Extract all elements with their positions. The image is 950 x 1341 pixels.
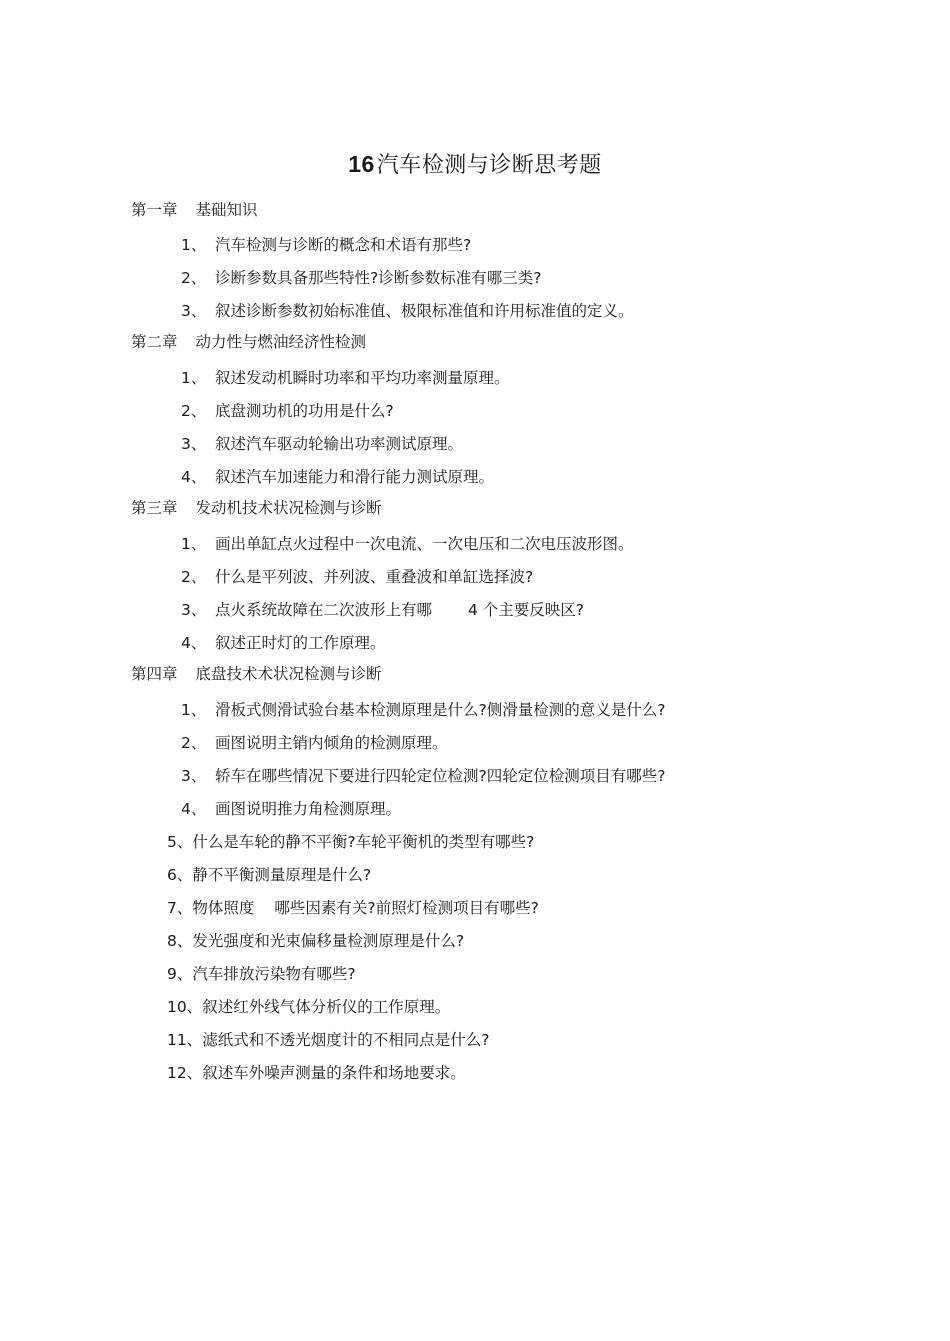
chapter-label: 第四章 (131, 665, 178, 683)
question-item: 10、叙述红外线气体分析仪的工作原理。 (167, 998, 451, 1016)
question-text: 画出单缸点火过程中一次电流、一次电压和二次电压波形图。 (215, 535, 634, 553)
chapter-name: 基础知识 (195, 201, 258, 219)
question-text-continued: 4 个主要反映区? (468, 601, 585, 619)
question-text: 画图说明主销内倾角的检测原理。 (215, 734, 448, 752)
question-text: 点火系统故障在二次波形上有哪 (215, 601, 433, 619)
question-number: 2、 (181, 402, 207, 420)
question-item (181, 633, 386, 653)
title-text: 汽车检测与诊断思考题 (376, 153, 602, 178)
chapter-name: 发动机技术状况检测与诊断 (195, 499, 382, 517)
question-text: 叙述汽车驱动轮输出功率测试原理。 (215, 435, 464, 453)
question-number: 3、 (181, 601, 207, 619)
question-item (181, 700, 665, 720)
question-item (181, 368, 510, 388)
question-text: 轿车在哪些情况下要进行四轮定位检测?四轮定位检测项目有哪些? (215, 767, 666, 785)
question-number: 3、 (181, 302, 207, 320)
question-text: 7、物体照度 (167, 899, 255, 917)
question-text: 什么是平列波、并列波、重叠波和单缸选择波? (215, 568, 534, 586)
question-item (181, 567, 533, 587)
chapter-name: 底盘技术术状况检测与诊断 (195, 665, 382, 683)
question-number: 4、 (181, 800, 207, 818)
question-text: 叙述发动机瞬时功率和平均功率测量原理。 (215, 369, 510, 387)
chapter-1-heading (131, 200, 258, 220)
question-text: 诊断参数具备那些特性?诊断参数标准有哪三类? (215, 269, 542, 287)
question-item (167, 898, 539, 918)
question-item (181, 301, 634, 321)
question-number: 2、 (181, 568, 207, 586)
question-item (181, 799, 401, 819)
chapter-3-heading (131, 498, 382, 518)
question-text: 叙述正时灯的工作原理。 (215, 634, 386, 652)
title-number: 16 (348, 151, 375, 177)
question-text: 画图说明推力角检测原理。 (215, 800, 402, 818)
chapter-name: 动力性与燃油经济性检测 (195, 333, 367, 351)
question-item (181, 467, 494, 487)
question-number: 4、 (181, 634, 207, 652)
question-number: 1、 (181, 701, 207, 719)
chapter-2-heading (131, 332, 366, 352)
question-item (181, 401, 394, 421)
chapter-label: 第二章 (131, 333, 178, 351)
chapter-label: 第一章 (131, 201, 178, 219)
question-item: 12、叙述车外噪声测量的条件和场地要求。 (167, 1064, 466, 1082)
question-item (181, 268, 541, 288)
question-number: 4、 (181, 468, 207, 486)
question-text: 滑板式侧滑试验台基本检测原理是什么?侧滑量检测的意义是什么? (215, 701, 666, 719)
question-number: 1、 (181, 236, 207, 254)
question-item (181, 534, 634, 554)
question-number: 2、 (181, 734, 207, 752)
chapter-4-heading (131, 664, 382, 684)
question-number: 2、 (181, 269, 207, 287)
chapter-label: 第三章 (131, 499, 178, 517)
question-item: 11、滤纸式和不透光烟度计的不相同点是什么? (167, 1031, 490, 1049)
question-number: 3、 (181, 435, 207, 453)
question-text: 叙述诊断参数初始标准值、极限标准值和许用标准值的定义。 (215, 302, 634, 320)
question-item: 9、汽车排放污染物有哪些? (167, 965, 356, 983)
question-number: 1、 (181, 535, 207, 553)
question-item: 6、静不平衡测量原理是什么? (167, 866, 372, 884)
question-number: 3、 (181, 767, 207, 785)
question-item (181, 600, 584, 620)
question-item (181, 733, 448, 753)
question-item (181, 766, 665, 786)
page-title (0, 148, 950, 179)
question-item (181, 434, 463, 454)
question-item: 5、什么是车轮的静不平衡?车轮平衡机的类型有哪些? (167, 833, 535, 851)
question-text: 叙述汽车加速能力和滑行能力测试原理。 (215, 468, 495, 486)
question-number: 1、 (181, 369, 207, 387)
question-text: 底盘测功机的功用是什么? (215, 402, 394, 420)
question-item (181, 235, 471, 255)
question-text-continued: 哪些因素有关?前照灯检测项目有哪些? (274, 899, 539, 917)
question-item: 8、发光强度和光束偏移量检测原理是什么? (167, 932, 465, 950)
question-text: 汽车检测与诊断的概念和术语有那些? (215, 236, 472, 254)
